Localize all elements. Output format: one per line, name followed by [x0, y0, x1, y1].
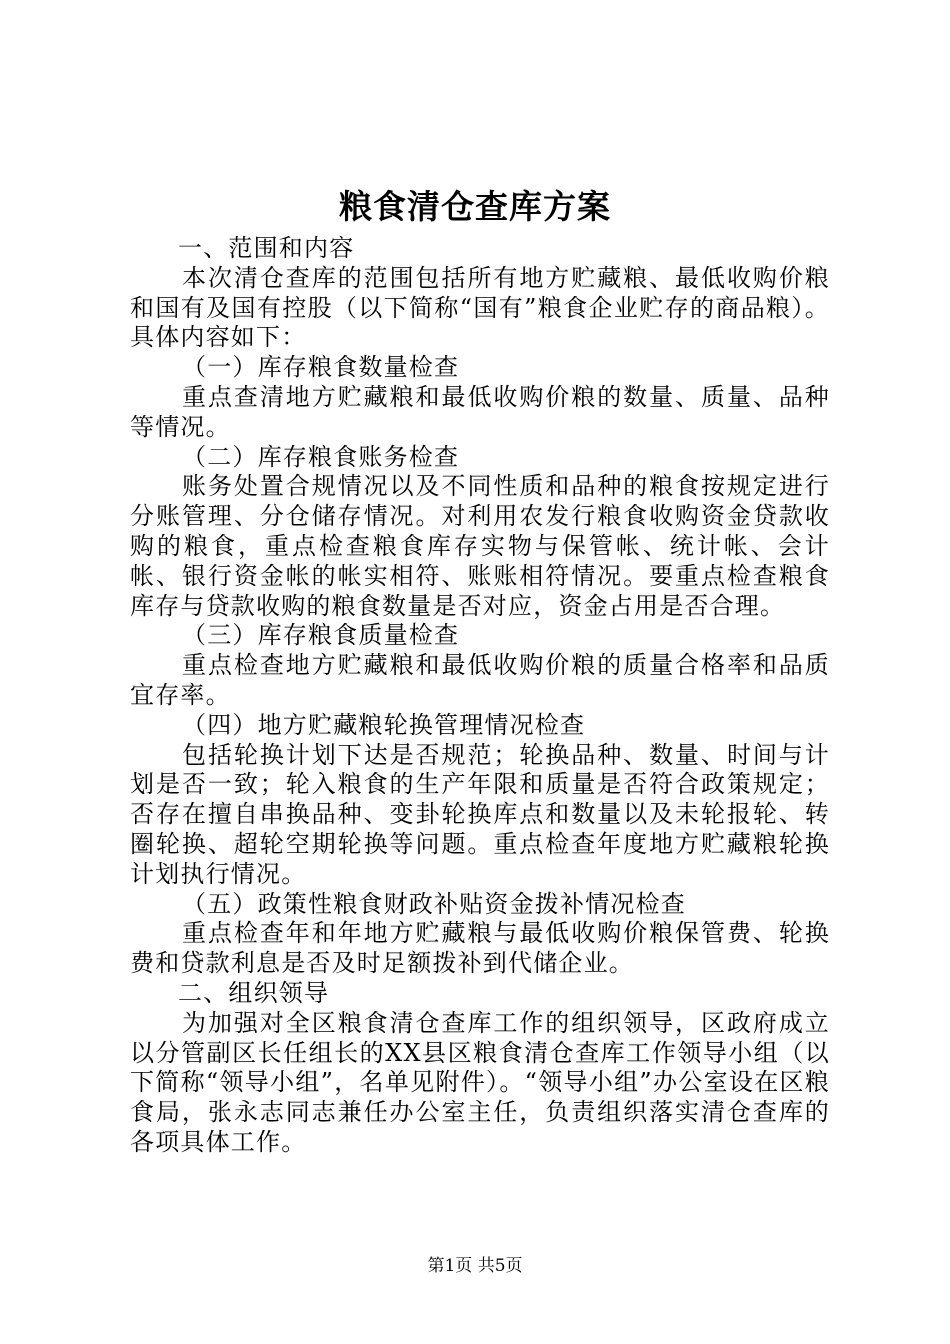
subheading-accounts-check: （二）库存粮食账务检查	[182, 442, 460, 471]
subheading-rotation-check: （四）地方贮藏粮轮换管理情况检查	[182, 710, 586, 739]
section-heading-scope: 一、范围和内容	[178, 234, 355, 262]
document-body	[130, 234, 830, 1158]
subheading-subsidy-check: （五）政策性粮食财政补贴资金拨补情况检查	[182, 889, 686, 918]
page-footer: 第1页 共5页	[427, 1256, 523, 1276]
subheading-quality-check: （三）库存粮食质量检查	[182, 621, 460, 650]
paragraph-quantity-check: 重点查清地方贮藏粮和最低收购价粮的数量、质量、品种等情况。	[130, 382, 830, 441]
subheading-quantity-check: （一）库存粮食数量检查	[182, 353, 460, 382]
paragraph-accounts-check: 账务处置合规情况以及不同性质和品种的粮食按规定进行分账管理、分仓储存情况。对利用农发行粮食收购资金贷款收购的粮食，重点检查粮食库存实物与保管帐、统计帐、会计帐、银行资金帐的帐实相符、账账相符情况。要重点检查粮食库存与贷款收购的粮食数量是否对应，资金占用是否合理。	[130, 472, 830, 620]
paragraph-subsidy-check: 重点检查年和年地方贮藏粮与最低收购价粮保管费、轮换费和贷款利息是否及时足额拨补到代储企业。	[130, 919, 830, 978]
paragraph-organization: 为加强对全区粮食清仓查库工作的组织领导，区政府成立以分管副区长任组长的XX县区粮食清仓查库工作领导小组（以下简称“领导小组”，名单见附件）。“领导小组”办公室设在区粮食局，张永志同志兼任办公室主任，负责组织落实清仓查库的各项具体工作。	[130, 1008, 830, 1156]
paragraph-rotation-check: 包括轮换计划下达是否规范；轮换品种、数量、时间与计划是否一致；轮入粮食的生产年限和质量是否符合政策规定；否存在擅自串换品种、变卦轮换库点和数量以及未轮报轮、转圈轮换、超轮空期轮换等问题。重点检查年度地方贮藏粮轮换计划执行情况。	[130, 740, 830, 888]
paragraph-scope-intro: 本次清仓查库的范围包括所有地方贮藏粮、最低收购价粮和国有及国有控股（以下简称“国有”粮食企业贮存的商品粮）。具体内容如下：	[130, 263, 830, 352]
paragraph-quality-check: 重点检查地方贮藏粮和最低收购价粮的质量合格率和品质宜存率。	[130, 651, 830, 709]
document-title: 粮食清仓查库方案	[339, 187, 611, 226]
section-heading-organization: 二、组织领导	[178, 978, 330, 1007]
